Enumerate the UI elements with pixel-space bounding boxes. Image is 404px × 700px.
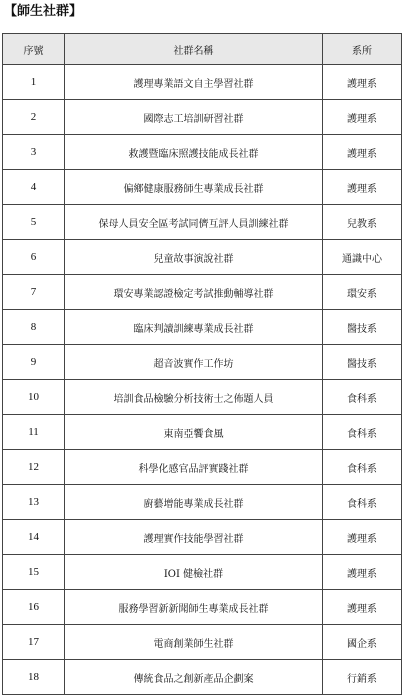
row-community-name: 培訓食品檢驗分析技術士之佈題人員 (65, 380, 323, 415)
row-index: 10 (3, 380, 65, 415)
row-community-name: IOI 健檢社群 (65, 555, 323, 590)
header-department: 系所 (323, 34, 402, 65)
header-index: 序號 (3, 34, 65, 65)
row-department: 護理系 (323, 65, 402, 100)
row-index: 1 (3, 65, 65, 100)
row-department: 食科系 (323, 485, 402, 520)
row-community-name: 電商創業師生社群 (65, 625, 323, 660)
row-index: 8 (3, 310, 65, 345)
row-community-name: 國際志工培訓研習社群 (65, 100, 323, 135)
row-department: 食科系 (323, 380, 402, 415)
row-index: 13 (3, 485, 65, 520)
table-row (3, 65, 402, 100)
row-index: 2 (3, 100, 65, 135)
row-community-name: 服務學習新新聞師生專業成長社群 (65, 590, 323, 625)
row-index: 4 (3, 170, 65, 205)
row-community-name: 保母人員安全區考試同儕互評人員訓練社群 (65, 205, 323, 240)
table-row (3, 415, 402, 450)
row-community-name: 東南亞饗食風 (65, 415, 323, 450)
row-index: 18 (3, 660, 65, 695)
row-index: 7 (3, 275, 65, 310)
row-department: 行銷系 (323, 660, 402, 695)
row-index: 3 (3, 135, 65, 170)
row-index: 17 (3, 625, 65, 660)
row-index: 14 (3, 520, 65, 555)
row-community-name: 偏鄉健康服務師生專業成長社群 (65, 170, 323, 205)
table-row (3, 135, 402, 170)
row-index: 9 (3, 345, 65, 380)
row-index: 11 (3, 415, 65, 450)
row-department: 通識中心 (323, 240, 402, 275)
row-department: 醫技系 (323, 310, 402, 345)
table-row (3, 205, 402, 240)
table-row (3, 345, 402, 380)
row-department: 護理系 (323, 100, 402, 135)
row-department: 醫技系 (323, 345, 402, 380)
row-community-name: 臨床判讀訓練專業成長社群 (65, 310, 323, 345)
row-index: 5 (3, 205, 65, 240)
table-row (3, 310, 402, 345)
table-row (3, 380, 402, 415)
table-row (3, 170, 402, 205)
row-community-name: 兒童故事演說社群 (65, 240, 323, 275)
table-row (3, 485, 402, 520)
table-row (3, 660, 402, 695)
row-department: 護理系 (323, 590, 402, 625)
row-department: 護理系 (323, 135, 402, 170)
community-table (2, 33, 402, 695)
row-index: 6 (3, 240, 65, 275)
row-department: 環安系 (323, 275, 402, 310)
header-community-name: 社群名稱 (65, 34, 323, 65)
row-community-name: 廚藝增能專業成長社群 (65, 485, 323, 520)
row-department: 食科系 (323, 450, 402, 485)
row-department: 兒教系 (323, 205, 402, 240)
page-title: 【師生社群】 (4, 4, 83, 19)
row-community-name: 救護暨臨床照護技能成長社群 (65, 135, 323, 170)
row-community-name: 護理專業語文自主學習社群 (65, 65, 323, 100)
table-row (3, 450, 402, 485)
row-department: 食科系 (323, 415, 402, 450)
row-department: 國企系 (323, 625, 402, 660)
row-community-name: 護理實作技能學習社群 (65, 520, 323, 555)
row-index: 12 (3, 450, 65, 485)
row-department: 護理系 (323, 520, 402, 555)
table-row (3, 240, 402, 275)
row-index: 16 (3, 590, 65, 625)
table-row (3, 555, 402, 590)
table-row (3, 590, 402, 625)
table-row (3, 100, 402, 135)
row-community-name: 科學化感官品評實踐社群 (65, 450, 323, 485)
table-row (3, 625, 402, 660)
table-header-row (3, 34, 402, 65)
table-row (3, 520, 402, 555)
row-department: 護理系 (323, 170, 402, 205)
row-department: 護理系 (323, 555, 402, 590)
table-row (3, 275, 402, 310)
row-index: 15 (3, 555, 65, 590)
row-community-name: 超音波實作工作坊 (65, 345, 323, 380)
row-community-name: 環安專業認證檢定考試推動輔導社群 (65, 275, 323, 310)
row-community-name: 傳統食品之創新產品企劃案 (65, 660, 323, 695)
